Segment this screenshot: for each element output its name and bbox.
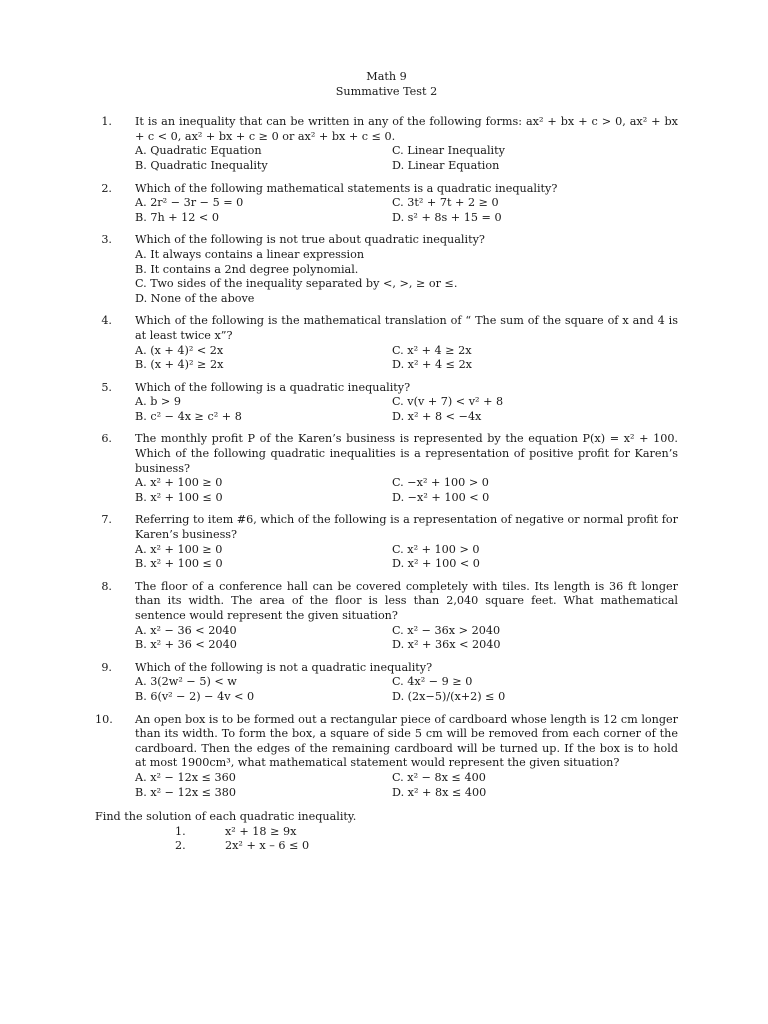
question-stem: Referring to item #6, which of the following is a representation of negative or normal profit for Karen’s business? xyxy=(135,513,678,542)
answer-options xyxy=(135,476,678,505)
answer-option: D. (2x−5)/(x+2) ≤ 0 xyxy=(392,689,506,703)
solution-number: 2. xyxy=(175,839,186,853)
question-body xyxy=(135,661,678,705)
answer-option: A. x² − 12x ≤ 360 xyxy=(135,770,236,784)
question-stem: An open box is to be formed out a rectangular piece of cardboard whose length is 12 cm longer than its width. To form the box, a square of side 5 cm will be removed from each corner of the cardboard. Then the edges of the remaining cardboard will be turned up. If the box is to hold at most 1900cm³, what mathematical statement would represent the given situation? xyxy=(135,712,678,770)
solution-list xyxy=(175,825,678,854)
solution-expression: 2x² + x – 6 ≤ 0 xyxy=(225,839,310,853)
answer-option: C. Two sides of the inequality separated by <, >, ≥ or ≤. xyxy=(135,277,458,291)
answer-option: B. x² − 12x ≤ 380 xyxy=(135,785,236,799)
question-stem: Which of the following mathematical statements is a quadratic inequality? xyxy=(135,181,558,195)
answer-option: D. s² + 8s + 15 = 0 xyxy=(392,210,502,224)
answer-options xyxy=(135,771,678,800)
answer-option: D. x² + 100 < 0 xyxy=(392,557,480,571)
answer-option: A. x² + 100 ≥ 0 xyxy=(135,542,223,556)
solution-item xyxy=(175,825,678,840)
answer-option: B. c² − 4x ≥ c² + 8 xyxy=(135,409,242,423)
solution-number: 1. xyxy=(175,824,186,838)
question-body xyxy=(135,115,678,173)
question-stem: Which of the following is not a quadratic inequality? xyxy=(135,660,433,674)
question-stem: Which of the following is not true about quadratic inequality? xyxy=(135,233,485,247)
answer-options xyxy=(135,248,678,306)
question-item xyxy=(95,661,678,705)
question-number: 7. xyxy=(101,513,112,527)
question-stem: Which of the following is a quadratic inequality? xyxy=(135,380,411,394)
answer-option: A. x² + 100 ≥ 0 xyxy=(135,476,223,490)
answer-option: D. −x² + 100 < 0 xyxy=(392,490,490,504)
answer-option: C. x² − 8x ≤ 400 xyxy=(392,770,486,784)
test-title: Summative Test 2 xyxy=(335,84,438,98)
answer-option: B. (x + 4)² ≥ 2x xyxy=(135,358,224,372)
question-number: 10. xyxy=(95,712,113,726)
answer-option: B. It contains a 2nd degree polynomial. xyxy=(135,262,359,276)
answer-option: C. v(v + 7) < v² + 8 xyxy=(392,395,504,409)
question-number: 9. xyxy=(101,660,112,674)
question-body xyxy=(135,432,678,505)
answer-option: B. 6(v² − 2) − 4v < 0 xyxy=(135,689,255,703)
answer-option: D. x² + 8x ≤ 400 xyxy=(392,785,487,799)
question-stem: Which of the following is the mathematical translation of “ The sum of the square of x and 4 is at least twice x”? xyxy=(135,314,678,342)
answer-option: A. (x + 4)² < 2x xyxy=(135,343,224,357)
answer-option: D. None of the above xyxy=(135,291,255,305)
test-header xyxy=(95,70,678,99)
question-body xyxy=(135,182,678,226)
answer-options xyxy=(135,675,678,704)
answer-options xyxy=(135,543,678,572)
question-number: 3. xyxy=(101,233,112,247)
answer-options xyxy=(135,344,678,373)
question-body xyxy=(135,233,678,306)
question-item xyxy=(95,314,678,372)
answer-option: A. b > 9 xyxy=(135,395,181,409)
question-item xyxy=(95,115,678,173)
solution-instructions: Find the solution of each quadratic inequality. xyxy=(95,810,357,824)
answer-option: B. 7h + 12 < 0 xyxy=(135,210,219,224)
answer-options xyxy=(135,196,678,225)
answer-option: B. x² + 100 ≤ 0 xyxy=(135,490,223,504)
answer-option: B. Quadratic Inequality xyxy=(135,158,268,172)
question-body xyxy=(135,713,678,801)
answer-option: A. It always contains a linear expression xyxy=(135,247,365,261)
question-stem: It is an inequality that can be written in any of the following forms: ax² + bx + c > 0, ax² + bx + c < 0, ax² + bx + c ≥ 0 or ax² + bx + c ≤ 0. xyxy=(135,115,678,143)
question-stem: The floor of a conference hall can be covered completely with tiles. Its length is 36 ft longer than its width. The area of the floor is less than 2,040 square feet. What mathematical sentence would represent the given situation? xyxy=(135,579,678,622)
question-item xyxy=(95,381,678,425)
answer-option: A. x² − 36 < 2040 xyxy=(135,623,237,637)
question-number: 2. xyxy=(101,181,112,195)
question-list xyxy=(95,115,678,800)
answer-option: D. x² + 36x < 2040 xyxy=(392,638,501,652)
question-number: 5. xyxy=(101,380,112,394)
question-item xyxy=(95,713,678,801)
question-number: 8. xyxy=(101,579,112,593)
answer-option: D. x² + 8 < −4x xyxy=(392,409,482,423)
question-number: 6. xyxy=(101,432,112,446)
question-item xyxy=(95,233,678,306)
answer-option: C. x² − 36x > 2040 xyxy=(392,623,501,637)
answer-option: A. 2r² − 3r − 5 = 0 xyxy=(135,196,244,210)
answer-option: B. x² + 100 ≤ 0 xyxy=(135,557,223,571)
answer-option: C. x² + 4 ≥ 2x xyxy=(392,343,472,357)
question-body xyxy=(135,580,678,653)
answer-options xyxy=(135,144,678,173)
answer-options xyxy=(135,395,678,424)
solution-expression: x² + 18 ≥ 9x xyxy=(225,824,297,838)
answer-options xyxy=(135,624,678,653)
question-item xyxy=(95,580,678,653)
answer-option: D. x² + 4 ≤ 2x xyxy=(392,358,472,372)
answer-option: D. Linear Equation xyxy=(392,158,500,172)
question-stem: The monthly profit P of the Karen’s business is represented by the equation P(x) = x² + 100. Which of the following quadratic inequalities is a representation of positive profit for Karen’s business? xyxy=(135,432,678,475)
answer-option: A. 3(2w² − 5) < w xyxy=(135,675,237,689)
question-body xyxy=(135,513,678,571)
question-body xyxy=(135,314,678,372)
answer-option: C. x² + 100 > 0 xyxy=(392,542,480,556)
question-body xyxy=(135,381,678,425)
question-item xyxy=(95,432,678,505)
question-number: 1. xyxy=(101,115,112,129)
solution-item xyxy=(175,839,678,854)
subject-title: Math 9 xyxy=(366,70,407,83)
answer-option: C. Linear Inequality xyxy=(392,144,505,158)
question-item xyxy=(95,513,678,571)
question-item xyxy=(95,182,678,226)
answer-option: A. Quadratic Equation xyxy=(135,144,262,158)
answer-option: C. 3t² + 7t + 2 ≥ 0 xyxy=(392,196,499,210)
answer-option: C. 4x² − 9 ≥ 0 xyxy=(392,675,473,689)
question-number: 4. xyxy=(101,314,112,328)
answer-option: B. x² + 36 < 2040 xyxy=(135,638,237,652)
answer-option: C. −x² + 100 > 0 xyxy=(392,476,489,490)
